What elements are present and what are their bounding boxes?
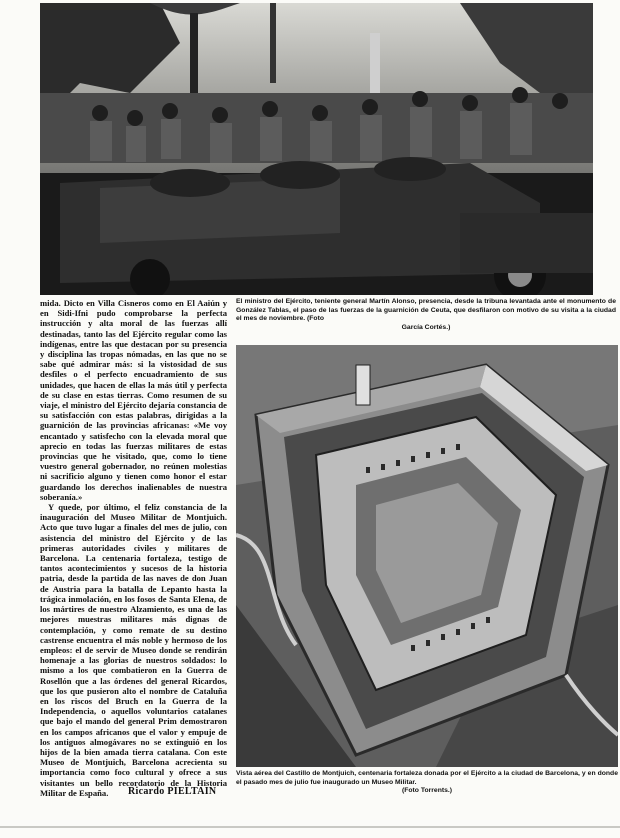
montjuich-castle-drawing [236, 345, 618, 767]
caption-text: Vista aérea del Castillo de Montjuich, centenaria fortaleza donada por el Ejército a la ciudad de Barcelona, y en donde el pasado mes de julio fue inaugurado un Museo Militar. [236, 770, 618, 786]
ceuta-parade-photo [40, 3, 593, 295]
article-paragraph: mida. Dicto en Villa Cisneros como en El Aaiún y en Sidi-Ifni pudo comprobarse la perfecta instrucción y alta moral de las fuerzas allí destinadas, tanto las del Ejército regular como las indígenas, entre las que destacan por su presencia y disciplina las tropas nómadas, en las que no se sabe qué admirar más: si la vistosidad de sus desfiles o el perfecto encuadramiento de sus unidades, que hacen de ellas la más útil y perfecta de su clase en estas tierras. Como resumen de su viaje, el ministro del Ejército dejaría constancia de su satisfacción con estas palabras, dirigidas a la guarnición de las provincias africanas: «Me voy encantado y satisfecho con la elevada moral que aprecio en todas las fuerzas militares de estas provincias que he visitado, que, como lo tiene vuestro general gobernador, no reúnen molestias ni sacrificio alguno y tienen como honor el estar guardando los derechos inalienables de nuestra soberanía.» [40, 298, 227, 502]
caption-text: El ministro del Ejército, teniente general Martín Alonso, presencia, desde la tribuna levantada ante el monumento de González Tablas, el paso de las fuerzas de la guarnición de Ceuta, que desfilaron con motivo de su visita a la ciudad el mes de noviembre. (Foto [236, 298, 616, 323]
page-bottom-rule [0, 826, 620, 828]
ceuta-parade-photo-drawing [40, 3, 593, 295]
photo-credit: García Cortés.) [401, 323, 451, 331]
article-paragraph: Y quede, por último, el feliz constancia de la inauguración del Museo Militar de Montjuich. Acto que tuvo lugar a finales del mes de julio, con asistencia del ministro del Ejército y de las primeras autoridades civiles y militares de Barcelona. La centenaria fortaleza, testigo de tantos acontecimientos y sucesos de la historia patria, desde la partida de las naves de don Juan de Austria para la batalla de Lepanto hasta la trágica inmolación, en los fosos de Santa Elena, de los mártires de nuestro Alzamiento, es una de las mejores muestras militares más dignas de contemplación, y como remate de su destino castrense encuentra el más noble y hermoso de los empleos: el de servir de Museo donde se rendirán homenaje a las glorias de nuestros soldados: lo mismo a los que combatieron en la Guerra de Rosellón que a las órdenes del general Ricardos, que los que pusieron alto el nombre de Cataluña en los riscos del Bruch en la Guerra de la Independencia, o aquellos voluntarios catalanes que bajo el mando del general Prim demostraron en los campos africanos que el valor y empuje de los antiguos almogávares no se extinguió en los hijos de la bien amada tierra catalana. Con este Museo de Montjuich, Barcelona acrecienta su importancia como foco cultural y ofrece a sus visitantes un bello recordatorio de la Historia Militar de España. [40, 502, 227, 798]
parade-photo-caption [236, 298, 616, 344]
article-body [40, 298, 227, 798]
castle-photo-caption [236, 770, 618, 800]
author-signature: Ricardo PIELTAIN [128, 786, 217, 797]
photo-credit: (Foto Torrents.) [401, 787, 453, 795]
montjuich-castle-aerial-photo [236, 345, 618, 767]
